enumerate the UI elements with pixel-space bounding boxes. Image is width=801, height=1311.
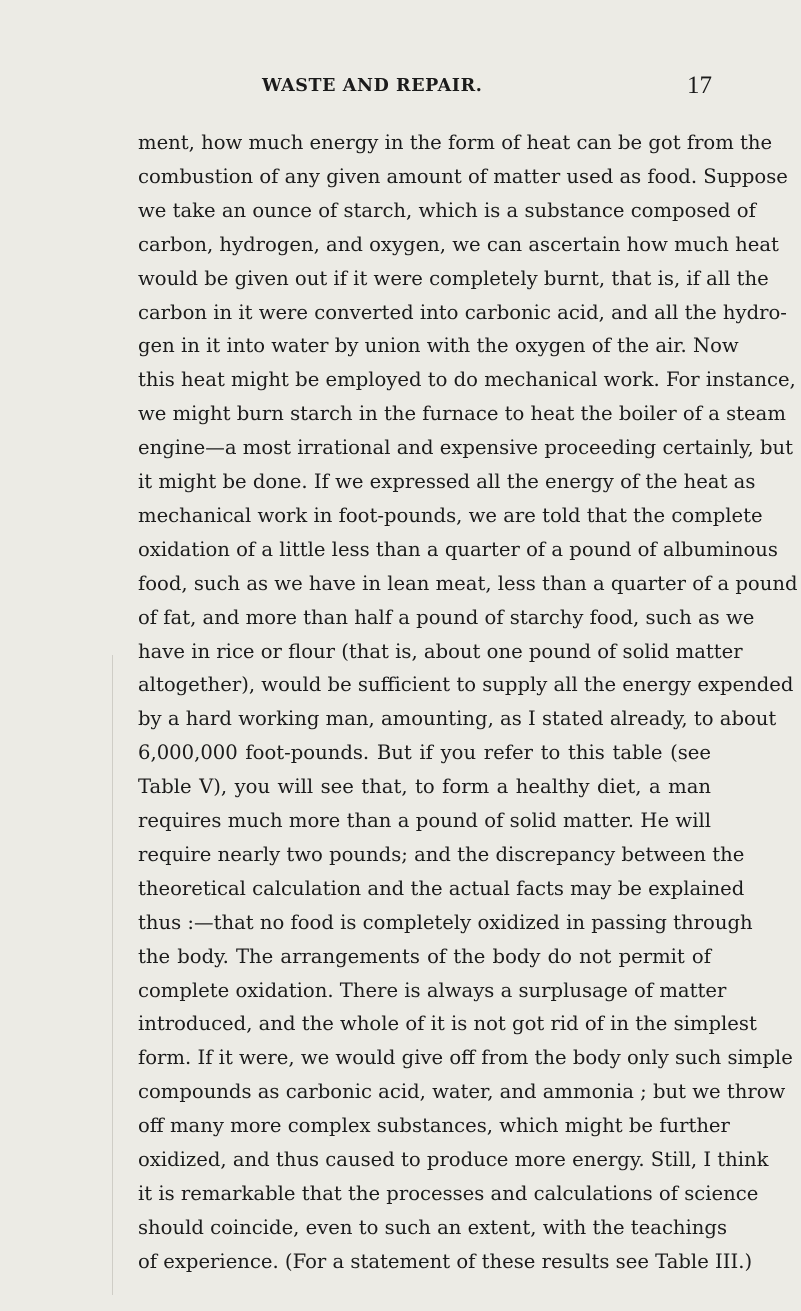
text-line: should coincide, even to such an extent, with the teachings (138, 1215, 728, 1239)
text-line: have in rice or flour (that is, about one pound of solid matter (138, 639, 743, 663)
margin-shadow-line (112, 655, 113, 1295)
text-line: of experience. (For a statement of these results see Table III.) (138, 1249, 753, 1273)
text-line: engine—a most irrational and expensive proceeding certainly, but (138, 436, 794, 460)
text-line: by a hard working man, amounting, as I stated already, to about (138, 707, 777, 731)
text-line: combustion of any given amount of matter used as food. Suppose (138, 164, 788, 188)
text-line: thus :—that no food is completely oxidized in passing through (138, 910, 753, 934)
text-line: it is remarkable that the processes and calculations of science (138, 1181, 759, 1205)
text-line: we take an ounce of starch, which is a substance composed of (138, 198, 756, 222)
text-line: ment, how much energy in the form of heat can be got from the (138, 131, 773, 154)
text-line: requires much more than a pound of solid matter. He will (138, 809, 711, 832)
text-line: theoretical calculation and the actual facts may be explained (138, 876, 745, 900)
text-line: carbon in it were converted into carbonic acid, and all the hydro- (138, 300, 787, 324)
text-line: carbon, hydrogen, and oxygen, we can ascertain how much heat (138, 232, 779, 256)
page-number: 17 (687, 72, 712, 99)
text-line: form. If it were, we would give off from the body only such simple (138, 1046, 793, 1070)
text-line: oxidation of a little less than a quarter of a pound of albuminous (138, 537, 778, 561)
text-line: oxidized, and thus caused to produce more energy. Still, I think (138, 1148, 769, 1171)
text-line: mechanical work in foot-pounds, we are told that the complete (138, 503, 763, 527)
text-line: require nearly two pounds; and the discrepancy between the (138, 842, 745, 866)
text-line: would be given out if it were completely burnt, that is, if all the (138, 266, 769, 290)
text-line: off many more complex substances, which might be further (138, 1114, 730, 1138)
text-line: 6,000,000 foot-pounds. But if you refer to this table (see (138, 741, 711, 765)
text-line: Table V), you will see that, to form a healthy diet, a man (138, 775, 711, 799)
text-line: food, such as we have in lean meat, less than a quarter of a pound (138, 571, 798, 595)
running-title: WASTE AND REPAIR. (262, 76, 483, 96)
text-line: compounds as carbonic acid, water, and ammonia ; but we throw (138, 1080, 786, 1104)
text-line: complete oxidation. There is always a surplusage of matter (138, 978, 727, 1002)
text-line: introduced, and the whole of it is not got rid of in the simplest (138, 1012, 757, 1036)
text-line: gen in it into water by union with the oxygen of the air. Now (138, 334, 739, 358)
text-line: the body. The arrangements of the body do not permit of (138, 944, 711, 968)
text-line: we might burn starch in the furnace to heat the boiler of a steam (138, 402, 786, 426)
text-line: altogether), would be sufficient to supply all the energy expended (138, 673, 794, 697)
text-line: of fat, and more than half a pound of starchy food, such as we (138, 605, 755, 629)
page-header (0, 72, 801, 106)
text-line: this heat might be employed to do mechanical work. For instance, (138, 368, 796, 392)
text-line: it might be done. If we expressed all the energy of the heat as (138, 470, 756, 493)
